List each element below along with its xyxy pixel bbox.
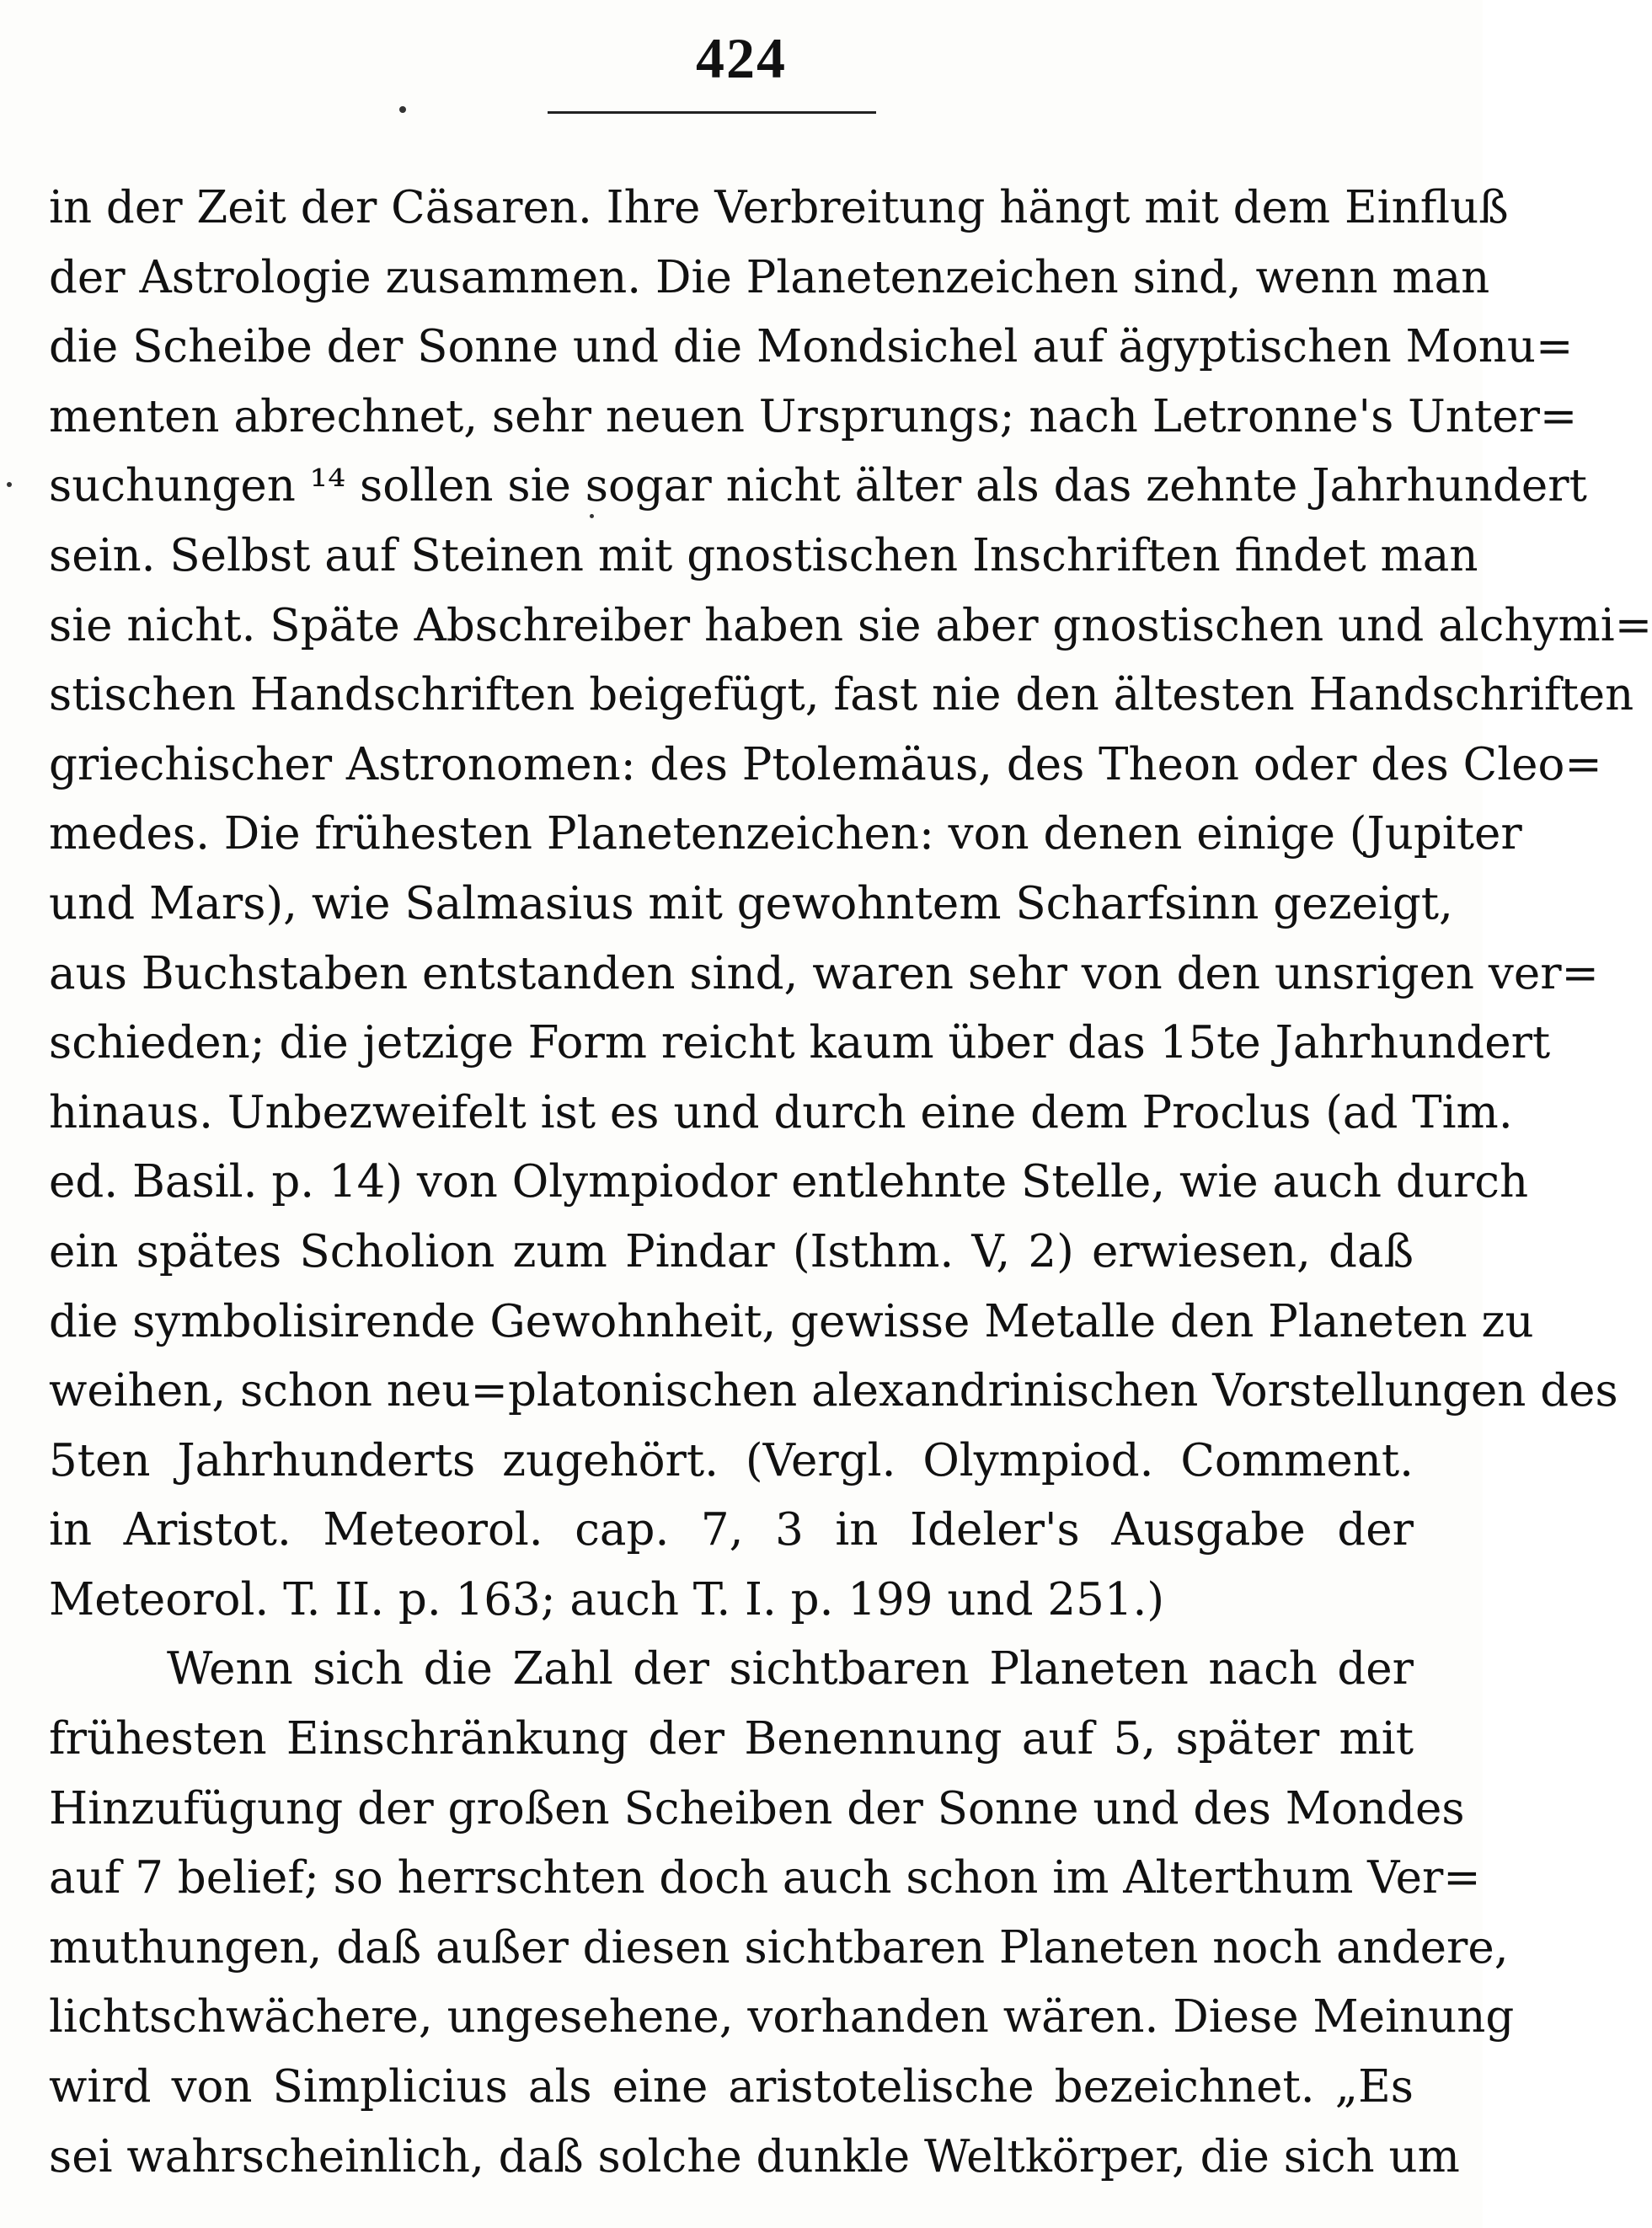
text-line: hinaus. Unbezweifelt ist es und durch eine dem Proclus (ad Tim. [49, 1086, 1513, 1138]
text-line: 5ten Jahrhunderts zugehört. (Vergl. Olympiod. Comment. [49, 1434, 1414, 1486]
text-line: suchungen ¹⁴ sollen sie sogar nicht älter als das zehnte Jahrhundert [49, 460, 1587, 512]
text-line: schieden; die jetzige Form reicht kaum über das 15te Jahrhundert [49, 1017, 1551, 1069]
text-line: die symbolisirende Gewohnheit, gewisse Metalle den Planeten zu [49, 1295, 1534, 1347]
body-text [49, 174, 1652, 2192]
text-line: ein spätes Scholion zum Pindar (Isthm. V, 2) erwiesen, daß [49, 1225, 1414, 1277]
text-line: in der Zeit der Cäsaren. Ihre Verbreitung hängt mit dem Einfluß [49, 182, 1509, 233]
text-line: sein. Selbst auf Steinen mit gnostischen Inschriften findet man [49, 529, 1478, 581]
text-line: frühesten Einschränkung der Benennung auf 5, später mit [49, 1713, 1414, 1765]
ink-speck [7, 482, 12, 487]
text-line: medes. Die frühesten Planetenzeichen: von denen einige (Jupiter [49, 808, 1522, 860]
text-line: Meteorol. T. II. p. 163; auch T. I. p. 199 und 251.) [49, 1573, 1165, 1625]
text-line: lichtschwächere, ungesehene, vorhanden wären. Diese Meinung [49, 1991, 1515, 2043]
header-rule [548, 111, 876, 114]
text-line: und Mars), wie Salmasius mit gewohntem Scharfsinn gezeigt, [49, 877, 1453, 929]
text-line: sie nicht. Späte Abschreiber haben sie aber gnostischen und alchymi= [49, 599, 1652, 651]
text-line: muthungen, daß außer diesen sichtbaren Planeten noch andere, [49, 1921, 1509, 1974]
ink-speck [399, 106, 406, 113]
text-line: wird von Simplicius als eine aristotelische bezeichnet. „Es [49, 2061, 1414, 2113]
text-line: weihen, schon neu=platonischen alexandrinischen Vorstellungen des [49, 1365, 1618, 1417]
text-line: sei wahrscheinlich, daß solche dunkle Weltkörper, die sich um [49, 2130, 1460, 2182]
text-line: Wenn sich die Zahl der sichtbaren Planeten nach der [167, 1643, 1414, 1695]
text-line: die Scheibe der Sonne und die Mondsichel auf ägyptischen Monu= [49, 321, 1574, 373]
text-line: stischen Handschriften beigefügt, fast nie den ältesten Handschriften [49, 669, 1634, 721]
text-line: Hinzufügung der großen Scheiben der Sonne und des Mondes [49, 1782, 1465, 1834]
page-number: 424 [696, 26, 787, 90]
text-line: menten abrechnet, sehr neuen Ursprungs; nach Letronne's Unter= [49, 390, 1578, 442]
text-line: aus Buchstaben entstanden sind, waren sehr von den unsrigen ver= [49, 947, 1599, 999]
text-line: ed. Basil. p. 14) von Olympiodor entlehnte Stelle, wie auch durch [49, 1156, 1529, 1208]
text-line: griechischer Astronomen: des Ptolemäus, des Theon oder des Cleo= [49, 738, 1602, 790]
text-line: auf 7 belief; so herrschten doch auch schon im Alterthum Ver= [49, 1852, 1481, 1904]
text-line: der Astrologie zusammen. Die Planetenzeichen sind, wenn man [49, 251, 1490, 303]
text-line: in Aristot. Meteorol. cap. 7, 3 in Ideler's Ausgabe der [49, 1504, 1414, 1556]
